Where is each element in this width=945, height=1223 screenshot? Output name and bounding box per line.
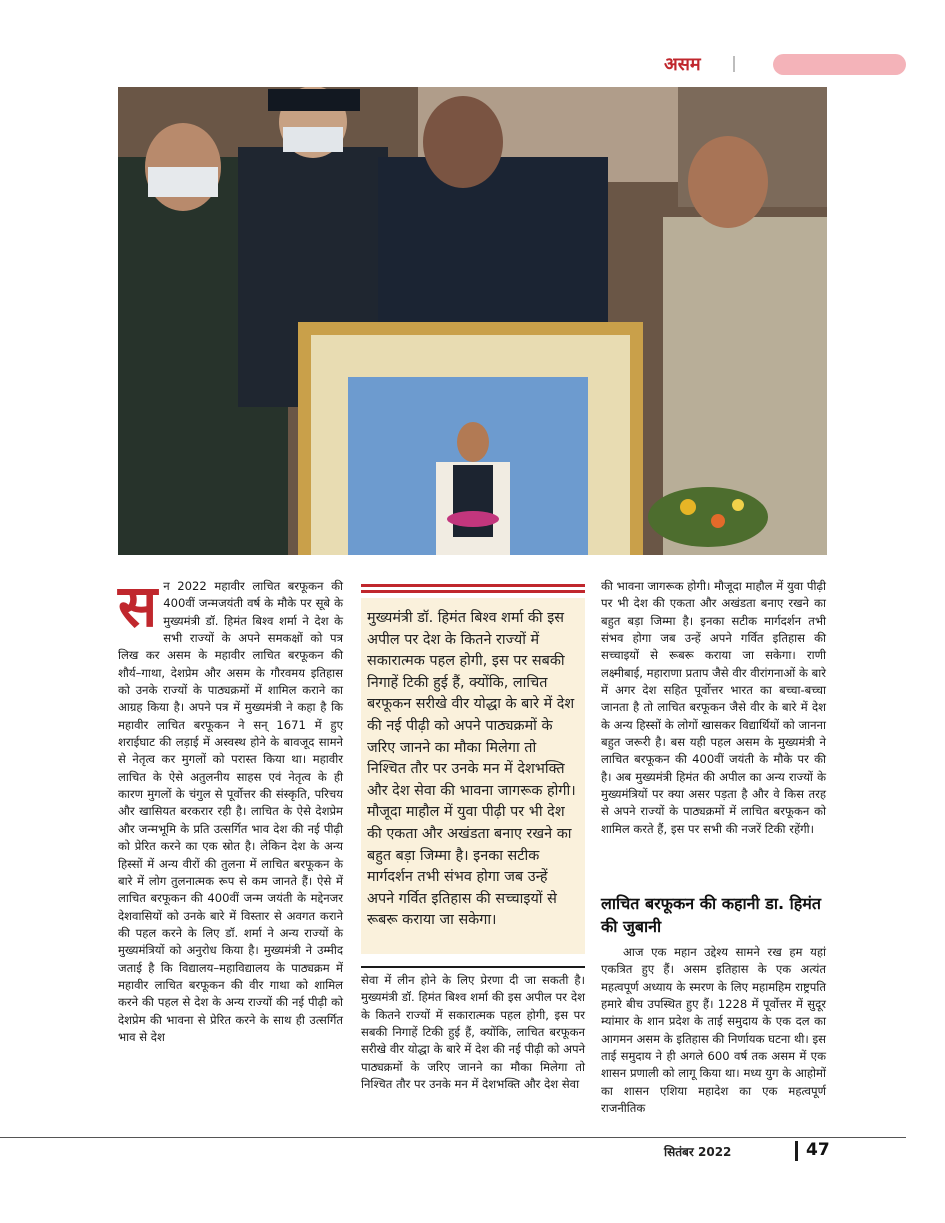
page-number: 47 [806,1140,830,1160]
drop-cap: स [118,572,158,640]
pull-quote-rule-bottom [361,966,585,968]
article-photo [118,87,827,555]
article-body-col3b: आज एक महान उद्देश्य सामने रख हम यहां एकत्रित हुए हैं। असम इतिहास के एक अत्यंत महत्वपूर्ण अध्याय के स्मरण के लिए महामहिम राष्ट्रपति हमारे बीच उपस्थित हुए हैं। 1228 में पूर्वोत्तर में सुदूर म्यांमार के शान प्रदेश के ताई समुदाय के एक दल का आगमन असम के इतिहास की निर्णायक घटना थी। इस ताई समुदाय ने ही अगले 600 वर्ष तक असम में एक शासन प्रणाली को लागू किया था। मध्य युग के आहोमों का शासन एशिया महादेश का एक महत्वपूर्ण राजनीतिक [601,945,826,1116]
pull-quote-text: मुख्यमंत्री डॉ. हिमंत बिश्व शर्मा की इस अपील पर देश के कितने राज्यों में सकारात्मक पहल होगी, इस पर सबकी निगाहें टिकी हुई हैं, क्योंकि, लाचित बरफूकन सरीखे वीर योद्धा के बारे में देश की नई पीढ़ी को अपने पाठ्यक्रमों के जरिए जानने का मौका मिलेगा तो निश्चित तौर पर उनके मन में देशभक्ति और देश सेवा की भावना जागरूक होगी। मौजूदा माहौल में युवा पीढ़ी पर भी देश की एकता और अखंडता बनाए रखने का बहुत बड़ा जिम्मा है। इनका सटीक मार्गदर्शन तभी संभव होगा जब उन्हें अपने गर्वित इतिहास की सच्चाइयों से रूबरू कराया जा सकेगा। [367,610,576,929]
section-tag: असम [664,54,701,75]
header-pill [773,54,906,75]
footer-divider [795,1141,798,1161]
article-column-3 [601,578,826,838]
article-body-col3: की भावना जागरूक होगी। मौजूदा माहौल में युवा पीढ़ी पर भी देश की एकता और अखंडता बनाए रखने का बहुत बड़ा जिम्मा है। इनका सटीक मार्गदर्शन तभी संभव होगा जब उन्हें अपने गर्वित इतिहास की सच्चाइयों से रूबरू कराया जा सकेगा। राणी लक्ष्मीबाई, महाराणा प्रताप जैसे वीर वीरांगनाओं के बारे में अगर देश सहित पूर्वोत्तर भारत का बच्चा-बच्चा जानता है तो लाचित बरफूकन जैसे वीर के बारे में देश के अन्य हिस्सों के लोगों खासकर विद्यार्थियों को जानना बहुत जरूरी है। बस यही पहल असम के मुख्यमंत्री ने लाचित बरफूकन की 400वीं जयंती के मौके पर की है। अब मुख्यमंत्री हिमंत की अपील का अन्य राज्यों के मुख्यमंत्रियों पर क्या असर पड़ता है और वे किस तरह से अपने राज्यों के पाठ्यक्रमों में लाचित बरफूकन को शामिल करते हैं, इस पर सभी की नजरें टिकी रहेंगी। [601,579,826,836]
pull-quote [361,584,585,969]
article-column-2 [361,972,585,1093]
article-column-3-continued [601,944,826,1117]
footer-date: सितंबर 2022 [664,1145,732,1159]
pull-quote-rule-top-2 [361,590,585,593]
footer-rule [0,1137,906,1138]
article-subheading: लाचित बरफूकन की कहानी डा. हिमंत की जुबानी [601,894,821,936]
pull-quote-rule-top [361,584,585,587]
article-body-col2: सेवा में लीन होने के लिए प्रेरणा दी जा सकती है। मुख्यमंत्री डॉ. हिमंत बिश्व शर्मा की इस अपील पर देश के कितने राज्यों में सकारात्मक पहल होगी, इस पर सबकी निगाहें टिकी हुई हैं, क्योंकि, लाचित बरफूकन सरीखे वीर योद्धा के बारे में देश की नई पीढ़ी को अपने पाठ्यक्रमों के जरिए जानने का मौका मिलेगा तो निश्चित तौर पर उनके मन में देशभक्ति और देश सेवा [361,973,585,1092]
article-body-col1: न 2022 महावीर लाचित बरफूकन की 400वीं जन्मजयंती वर्ष के मौके पर सूबे के मुख्यमंत्री डॉ. हिमंत बिश्व शर्मा ने देश के सभी राज्यों के अपने समकक्षों को पत्र लिख कर असम के महावीर लाचित बरफूकन की शौर्य–गाथा, देशप्रेम और असम के गौरवमय इतिहास को उनके राज्यों के पाठ्यक्रमों में शामिल कराने का आग्रह किया है। अपने पत्र में मुख्यमंत्री ने कहा है कि महावीर लाचित बरफूकन ने सन् 1671 में हुए शराईघाट की लड़ाई में अस्वस्थ होने के बावजूद सामने से नेतृत्व कर मुगलों को परास्त किया था। महावीर लाचित के ऐसे अतुलनीय साहस एवं नेतृत्व के ही कारण मुगलों के चंगुल से पूर्वोत्तर की संस्कृति, परिचय और खासियत बरकरार रही है। लाचित के ऐसे देशप्रेम और जन्मभूमि के प्रति उत्सर्गित भाव देश की नई पीढ़ी को प्रेरित करने का एक स्रोत है। लेकिन देश के अन्य हिस्सों में अन्य वीरों की तुलना में लाचित बरफूकन के बारे में लोग तुलनात्मक रूप से कम जानते हैं। ऐसे में लाचित बरफूकन की 400वीं जन्म जयंती के मद्देनजर देशवासियों को उनके बारे में विस्तार से अवगत कराने की पहल करने के लिए डॉ. शर्मा ने अन्य राज्यों के मुख्यमंत्रियों को अनुरोध किया है। मुख्यमंत्री ने उम्मीद जताई है कि विद्यालय–महाविद्यालय के पाठ्यक्रम में महावीर लाचित बरफूकन की वीर गाथा को शामिल करने की पहल से देश के अन्य राज्यों की नई पीढ़ी को देशप्रेम की भावना से प्रेरित करने के साथ ही उत्सर्गित भाव से देश [118,579,343,1044]
article-column-1 [118,572,343,1046]
header-divider [733,56,735,72]
